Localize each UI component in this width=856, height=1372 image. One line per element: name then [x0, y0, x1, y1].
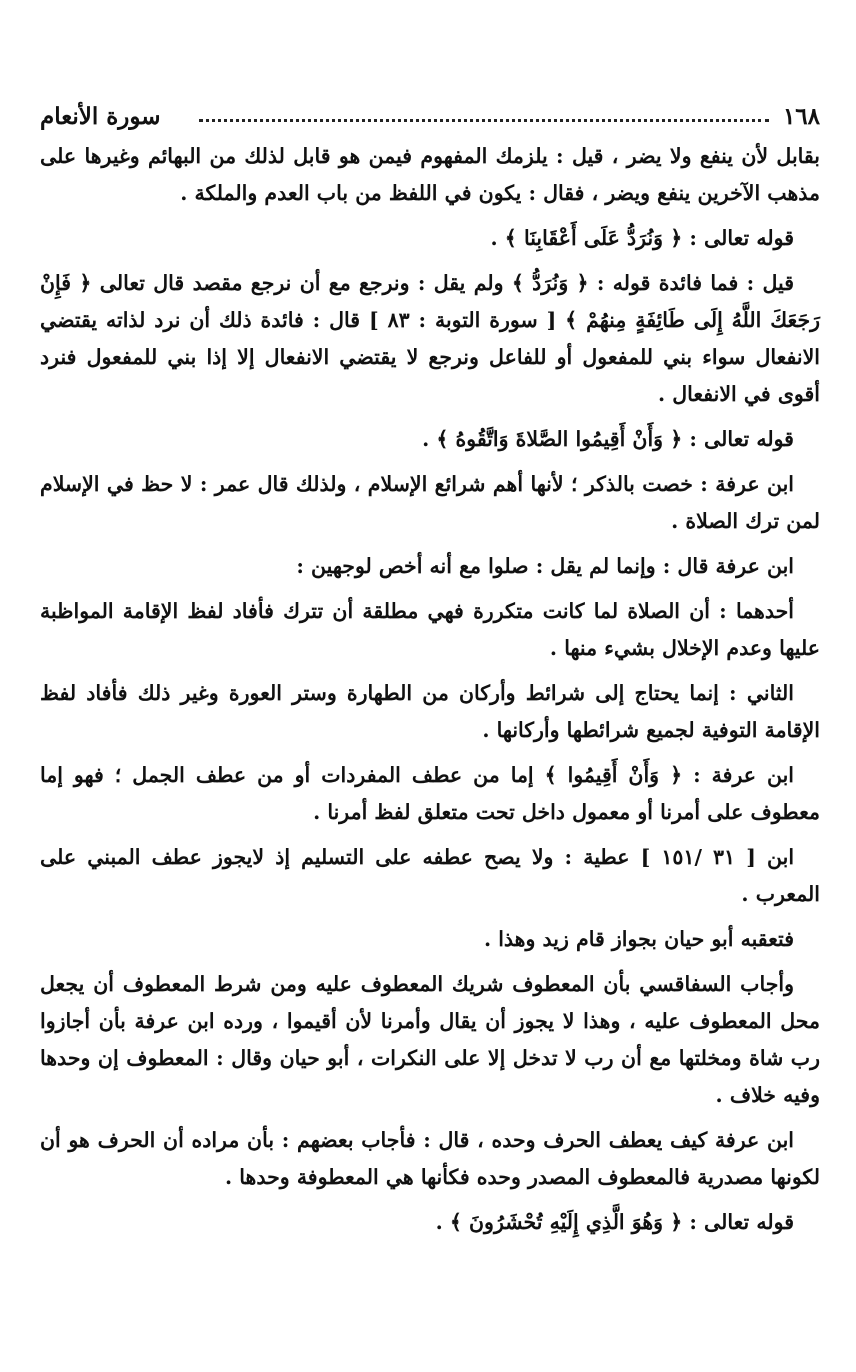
paragraph: ابن [ ٣١ /١٥١ ] عطية : ولا يصح عطفه على التسليم إذ لايجوز عطف المبني على المعرب .: [40, 845, 820, 906]
header-dotted-rule: [199, 119, 769, 122]
paragraph: قوله تعالى : ﴿ وَهُوَ الَّذِي إِلَيْهِ تُحْشَرُونَ ﴾ .: [435, 1210, 794, 1234]
page-number: ١٦٨: [782, 103, 820, 130]
paragraph: أحدهما : أن الصلاة لما كانت متكررة فهي مطلقة أن تترك فأفاد لفظ الإقامة المواظبة عليها وعدم الإخلال بشيء منها .: [40, 599, 820, 660]
paragraph: بقابل لأن ينفع ولا يضر ، قيل : يلزمك المفهوم فيمن هو قابل لذلك من البهائم وغيرها على مذهب الآخرين ينفع ويضر ، فقال : يكون في اللفظ من باب العدم والملكة .: [40, 144, 820, 205]
paragraph: قوله تعالى : ﴿ وَنُرَدُّ عَلَى أَعْقَابِنَا ﴾ .: [490, 226, 794, 250]
paragraph: قيل : فما فائدة قوله : ﴿ وَنُرَدُّ ﴾ ولم يقل : ونرجع مع أن نرجع مقصد قال تعالى ﴿ فَإِنْ رَجَعَكَ اللَّهُ إِلَى طَائِفَةٍ مِنهُمْ ﴾ [ سورة التوبة : ٨٣ ] قال : فائدة ذلك أن نرد لذاته يقتضي الانفعال سواء بني للمفعول أو للفاعل ونرجع لا يقتضي الانفعال إلا إذا بني للمفعول فنرد أقوى في الانفعال .: [40, 271, 821, 406]
page-header: [40, 96, 820, 130]
surah-title: سورة الأنعام: [40, 103, 161, 130]
paragraph: قوله تعالى : ﴿ وَأَنْ أَقِيمُوا الصَّلاةَ وَاتَّقُوهُ ﴾ .: [422, 427, 794, 451]
paragraph: وأجاب السفاقسي بأن المعطوف شريك المعطوف عليه ومن شرط المعطوف أن يجعل محل المعطوف عليه ، وهذا لا يجوز أن يقال وأمرنا لأن أقيموا ، ورده ابن عرفة بأن أجازوا رب شاة ومخلتها مع أن رب لا تدخل إلا على النكرات ، أبو حيان وقال : المعطوف إن وحدها وفيه خلاف .: [40, 972, 820, 1107]
page-body: [40, 138, 820, 1241]
paragraph: فتعقبه أبو حيان بجواز قام زيد وهذا .: [483, 927, 794, 951]
paragraph: ابن عرفة قال : وإنما لم يقل : صلوا مع أنه أخص لوجهين :: [296, 554, 794, 578]
paragraph: ابن عرفة كيف يعطف الحرف وحده ، قال : فأجاب بعضهم : بأن مراده أن الحرف هو أن لكونها مصدرية فالمعطوف المصدر وحده فكأنها هي المعطوفة وحدها .: [40, 1128, 820, 1189]
paragraph: ابن عرفة : خصت بالذكر ؛ لأنها أهم شرائع الإسلام ، ولذلك قال عمر : لا حظ في الإسلام لمن ترك الصلاة .: [40, 472, 820, 533]
paragraph: الثاني : إنما يحتاج إلى شرائط وأركان من الطهارة وستر العورة وغير ذلك فأفاد لفظ الإقامة التوفية لجميع شرائطها وأركانها .: [40, 681, 820, 742]
paragraph: ابن عرفة : ﴿ وَأَنْ أَقِيمُوا ﴾ إما من عطف المفردات أو من عطف الجمل ؛ فهو إما معطوف على أمرنا أو معمول داخل تحت متعلق لفظ أمرنا .: [40, 763, 820, 824]
